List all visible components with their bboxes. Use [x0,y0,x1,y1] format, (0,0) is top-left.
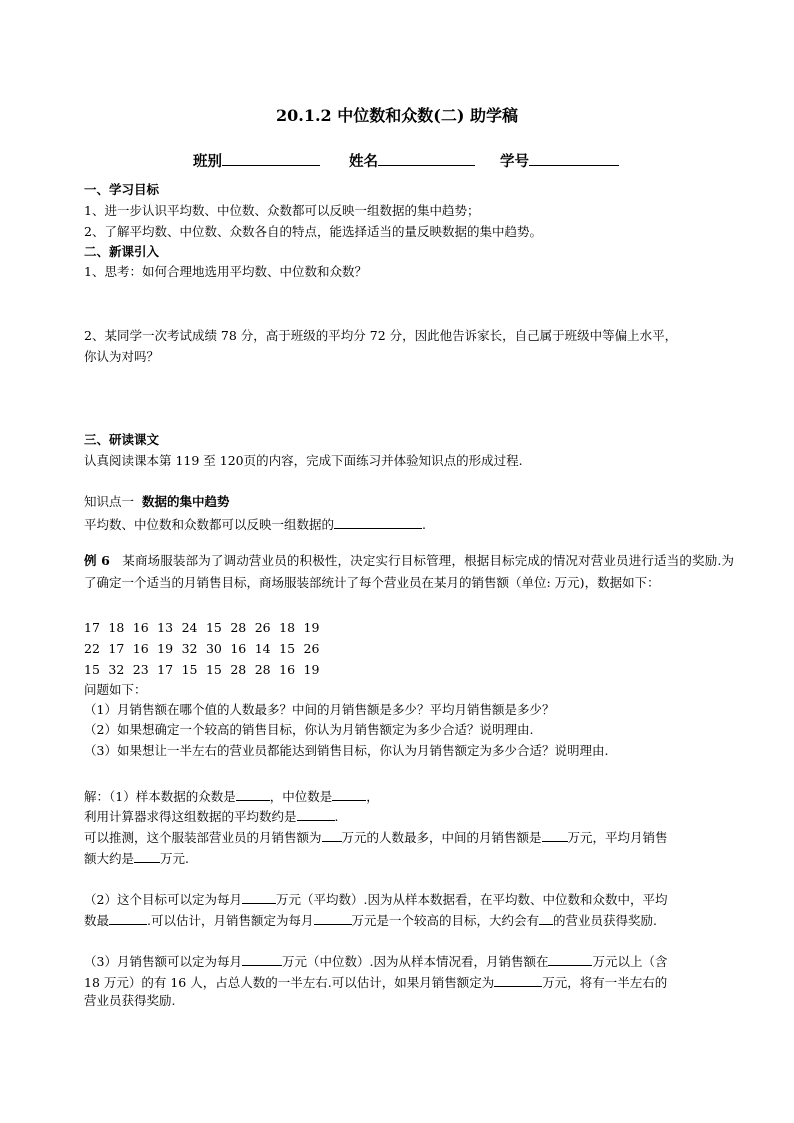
answer-blank[interactable] [322,829,342,842]
table-cell: 17 [108,641,125,656]
name-blank[interactable] [378,151,475,166]
table-cell: 16 [279,662,296,677]
text: 万元. [160,851,189,866]
section-heading-intro: 二、新课引入 [84,244,160,259]
knowledge-point-statement [84,516,426,532]
table-cell: 15 [84,662,100,677]
class-field[interactable] [193,151,320,170]
text: 额大约是 [84,851,135,866]
answer-blank[interactable] [109,912,147,925]
mode-blank[interactable] [236,788,270,801]
reading-instruction: 认真阅读课本第 119 至 120页的内容，完成下面练习并体验知识点的形成过程. [84,453,523,468]
class-blank[interactable] [222,151,320,166]
table-cell: 16 [230,641,247,656]
question-3: （3）如果想让一半左右的营业员都能达到销售目标，你认为月销售额定为多少合适？说明理由. [84,743,609,758]
answer-blank[interactable] [542,829,568,842]
table-cell: 17 [157,662,174,677]
table-cell: 30 [205,641,222,656]
table-row [84,641,328,656]
table-cell: 19 [303,620,320,635]
table-cell: 32 [108,662,125,677]
id-field[interactable] [500,151,619,170]
table-cell: 28 [254,662,271,677]
solution-2-line1 [84,891,667,907]
solution-1-line1 [84,788,379,804]
text: 可以推测，这个服装部营业员的月销售额为 [84,830,322,845]
text: 万元，将有一半左右的 [542,975,668,990]
table-cell: 15 [181,662,198,677]
statement-end: . [422,517,426,532]
mean-blank[interactable] [297,808,335,821]
answer-blank[interactable] [242,891,276,904]
section-heading-goals: 一、学习目标 [84,182,160,197]
solution-1-line2 [84,808,339,824]
text: 万元（中位数）.因为从样本情况看，月销售额在 [281,954,549,969]
table-cell: 18 [108,620,125,635]
solution-3-line3: 营业员获得奖励. [84,993,176,1008]
class-label: 班别 [193,153,222,170]
table-cell: 32 [181,641,198,656]
text: . [334,809,339,824]
text: 的营业员获得奖励. [553,913,657,928]
name-label: 姓名 [349,153,378,170]
answer-blank[interactable] [334,516,422,529]
text: 万元以上（含 [592,954,668,969]
text: 万元是一个较高的目标，大约会有 [351,913,540,928]
question-2: （2）如果想确定一个较高的销售目标，你认为月销售额定为多少合适？说明理由. [84,722,534,737]
answer-blank[interactable] [548,953,592,966]
table-cell: 15 [205,662,222,677]
question-score-line1: 2、某同学一次考试成绩 78 分，高于班级的平均分 72 分，因此他告诉家长，自己属于班级中等偏上水平， [84,328,678,343]
table-cell: 18 [279,620,296,635]
section-heading-reading: 三、研读课文 [84,432,160,447]
solution-3-line2 [84,974,667,990]
question-1: （1）月销售额在哪个值的人数最多？中间的月销售额是多少？平均月销售额是多少？ [84,702,555,717]
statement-text: 平均数、中位数和众数都可以反映一组数据的 [84,517,335,532]
text: （3）月销售额可以定为每月 [84,954,242,969]
questions-intro: 问题如下： [84,682,147,697]
table-row [84,620,328,635]
table-cell: 26 [254,620,271,635]
solution-3-line1 [84,953,667,969]
table-cell: 16 [132,620,149,635]
text: 数最 [84,913,110,928]
solution-1-line4 [84,850,189,866]
knowledge-point-title: 数据的集中趋势 [142,494,230,509]
text: ， [366,789,379,804]
answer-blank[interactable] [134,850,160,863]
table-cell: 26 [303,641,320,656]
example-6 [84,550,734,594]
table-cell: 28 [230,662,247,677]
table-cell: 14 [254,641,271,656]
table-cell: 24 [181,620,198,635]
solution-1-line3 [84,829,668,845]
text: 万元，平均月销售 [567,830,668,845]
id-label: 学号 [500,153,529,170]
id-blank[interactable] [529,151,619,166]
answer-blank[interactable] [494,974,542,987]
table-cell: 22 [84,641,100,656]
text: 万元（平均数）.因为从样本数据看，在平均数、中位数和众数中，平均 [275,892,668,907]
goal-item: 1、进一步认识平均数、中位数、众数都可以反映一组数据的集中趋势； [84,203,480,218]
table-cell: 16 [132,641,149,656]
table-cell: 28 [230,620,247,635]
knowledge-point-label: 知识点一 [84,494,135,509]
table-cell: 17 [84,620,100,635]
answer-blank[interactable] [314,912,352,925]
solution-2-line2 [84,912,657,928]
table-cell: 15 [279,641,296,656]
text: 解：（1）样本数据的众数是 [84,789,236,804]
table-cell: 19 [157,641,174,656]
text: 18 万元）的有 16 人，占总人数的一半左右.可以估计，如果月销售额定为 [84,975,495,990]
example-text: 某商场服装部为了调动营业员的积极性，决定实行目标管理，根据目标完成的情况对营业员进行适当的奖励.为了确定一个适当的月销售目标，商场服装部统计了每个营业员在某月的销售额（单位: 万元)，数据如下： [84,553,734,590]
answer-blank[interactable] [539,912,553,925]
table-cell: 23 [132,662,149,677]
text: .可以估计，月销售额定为每月 [147,913,314,928]
table-cell: 19 [303,662,320,677]
table-cell: 13 [157,620,174,635]
question-think: 1、思考：如何合理地选用平均数、中位数和众数？ [84,264,367,279]
text: 利用计算器求得这组数据的平均数约是 [84,809,297,824]
example-label: 例 6 [84,553,110,568]
name-field[interactable] [349,151,475,170]
page-title: 20.1.2 中位数和众数(二) 助学稿 [276,106,518,125]
table-row [84,662,328,677]
text: ，中位数是 [269,789,333,804]
question-score-line2: 你认为对吗？ [84,349,160,364]
text: （2）这个目标可以定为每月 [84,892,242,907]
answer-blank[interactable] [242,953,282,966]
goal-item: 2、了解平均数、中位数、众数各自的特点，能选择适当的量反映数据的集中趋势。 [84,224,542,239]
table-cell: 15 [205,620,222,635]
median-blank[interactable] [332,788,366,801]
text: 万元的人数最多，中间的月销售额是 [341,830,542,845]
knowledge-point-heading [84,496,230,509]
